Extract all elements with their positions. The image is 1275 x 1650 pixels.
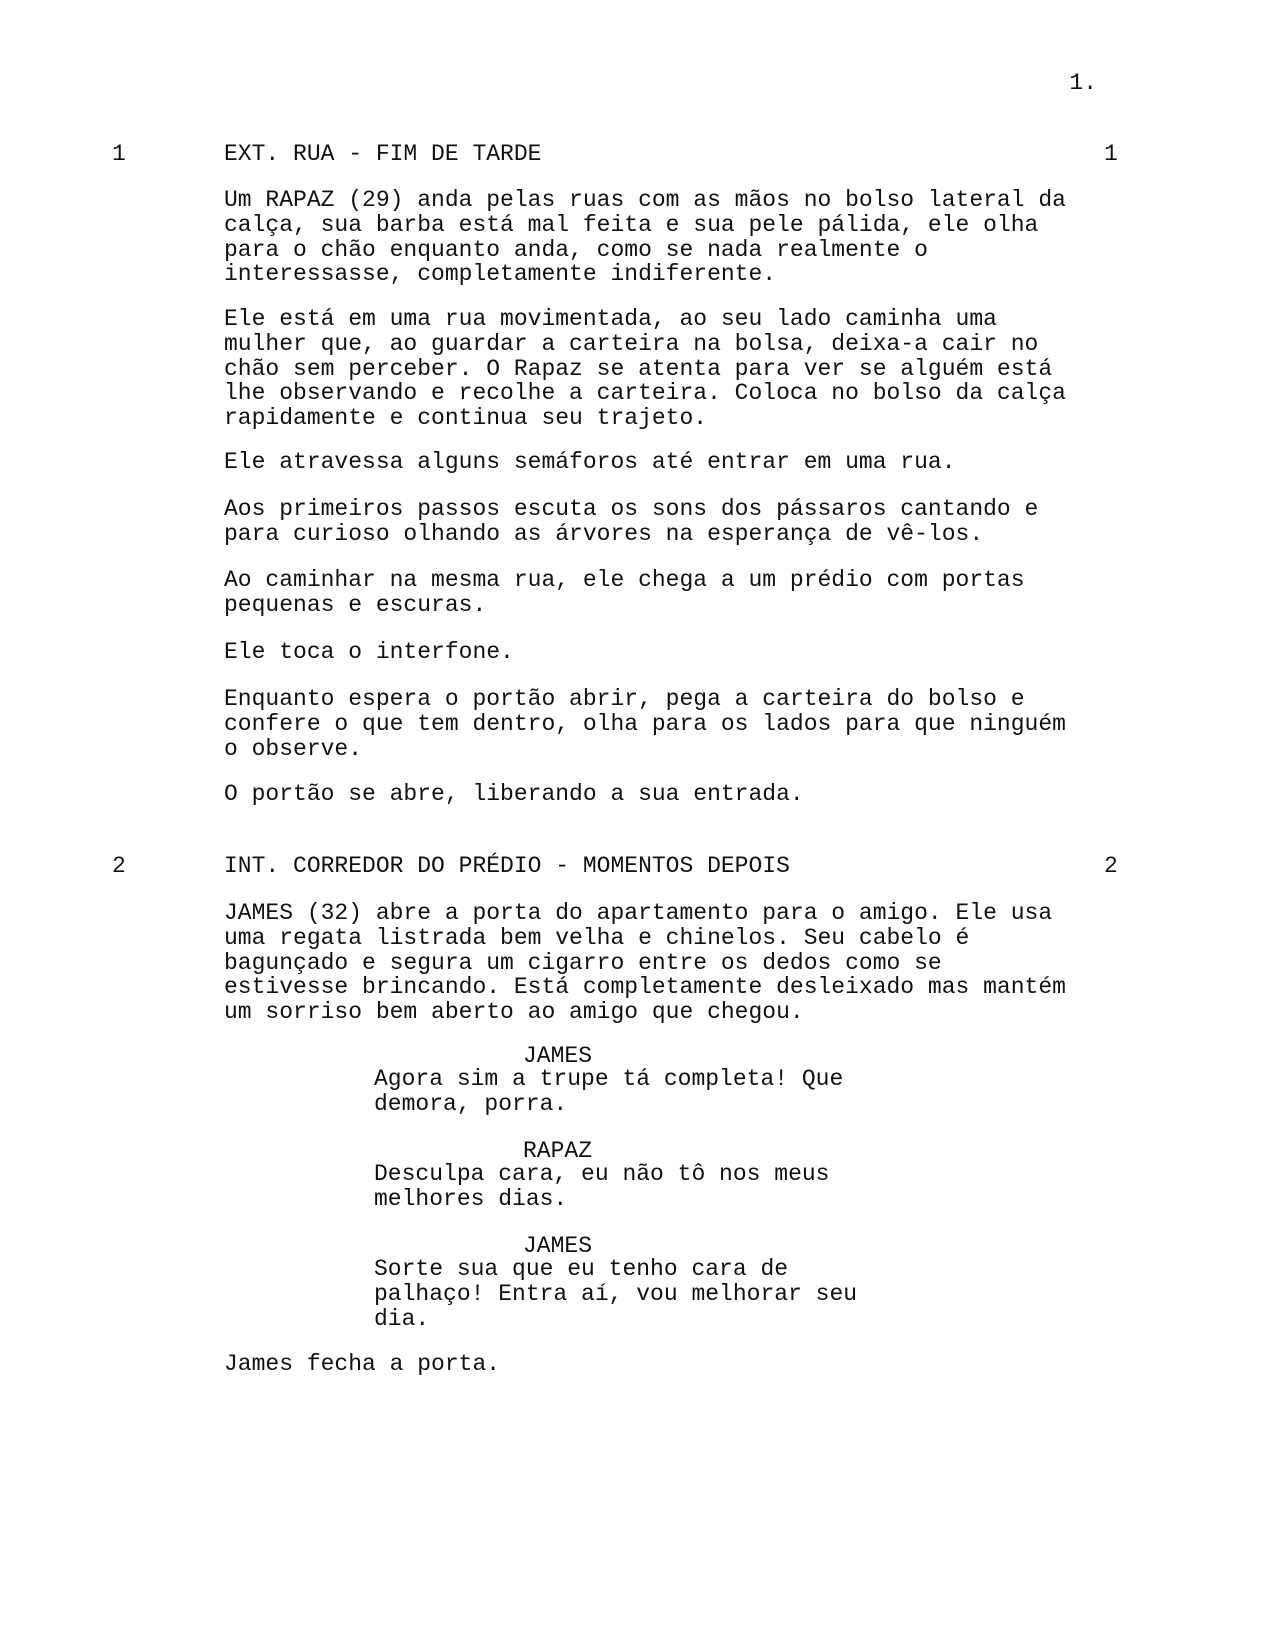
scene-number-right: 1 [1104,141,1118,167]
action-paragraph: Enquanto espera o portão abrir, pega a carteira do bolso e confere o que tem dentro, olha para os lados para que ninguém o observe. [224,686,1066,762]
scene-number-left: 2 [112,853,126,879]
action-paragraph: Ele toca o interfone. [224,639,514,665]
scene-heading: INT. CORREDOR DO PRÉDIO - MOMENTOS DEPOIS [224,853,790,879]
scene-number-left: 1 [112,141,126,167]
dialogue-line: Agora sim a trupe tá completa! Que demora, porra. [374,1066,844,1117]
action-paragraph: Ao caminhar na mesma rua, ele chega a um prédio com portas pequenas e escuras. [224,567,1025,618]
action-paragraph: Um RAPAZ (29) anda pelas ruas com as mãos no bolso lateral da calça, sua barba está mal feita e sua pele pálida, ele olha para o chão enquanto anda, como se nada realmente o interessasse, completamente indiferente. [224,187,1066,288]
action-paragraph: James fecha a porta. [224,1351,501,1377]
character-name: JAMES [523,1233,593,1259]
dialogue-line: Desculpa cara, eu não tô nos meus melhores dias. [374,1161,830,1212]
action-paragraph: JAMES (32) abre a porta do apartamento para o amigo. Ele usa uma regata listrada bem velha e chinelos. Seu cabelo é bagunçado e segura um cigarro entre os dedos como se estivesse brincando. Está completamente desleixado mas mantém um sorriso bem aberto ao amigo que chegou. [224,900,1066,1026]
action-paragraph: O portão se abre, liberando a sua entrada. [224,781,804,807]
page-number: 1. [1069,70,1097,96]
scene-heading: EXT. RUA - FIM DE TARDE [224,141,542,167]
action-paragraph: Ele atravessa alguns semáforos até entrar em uma rua. [224,449,956,475]
scene-number-right: 2 [1104,853,1118,879]
character-name: JAMES [523,1043,593,1069]
dialogue-line: Sorte sua que eu tenho cara de palhaço! Entra aí, vou melhorar seu dia. [374,1256,858,1332]
action-paragraph: Ele está em uma rua movimentada, ao seu lado caminha uma mulher que, ao guardar a carteira na bolsa, deixa-a cair no chão sem perceber. O Rapaz se atenta para ver se alguém está lhe observando e recolhe a carteira. Coloca no bolso da calça rapidamente e continua seu trajeto. [224,306,1066,432]
character-name: RAPAZ [523,1138,593,1164]
action-paragraph: Aos primeiros passos escuta os sons dos pássaros cantando e para curioso olhando as árvores na esperança de vê-los. [224,496,1039,547]
